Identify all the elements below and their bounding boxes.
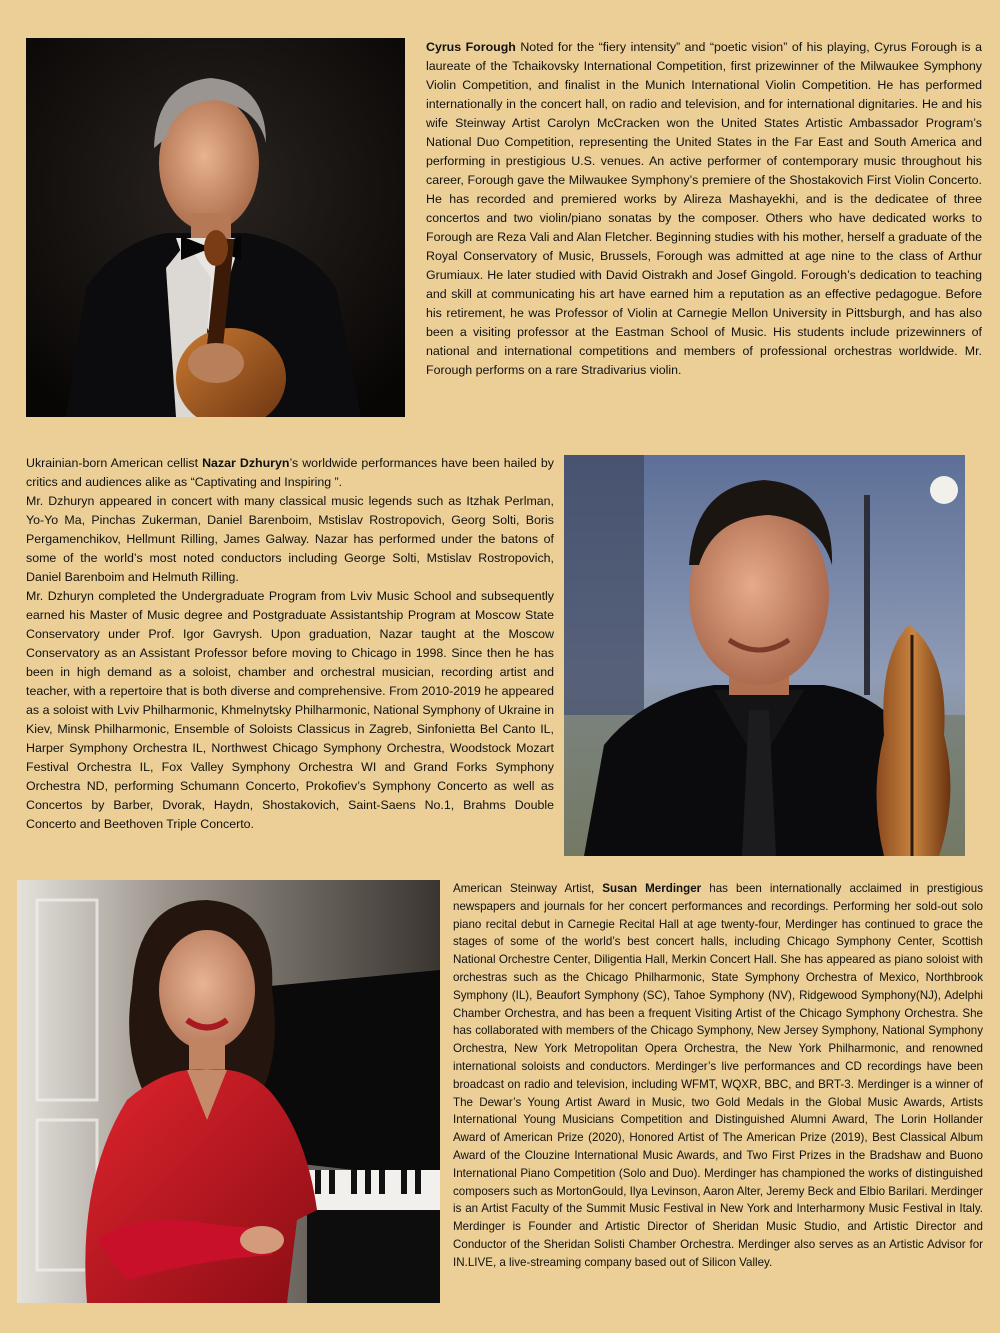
violinist-photo [26,38,405,417]
bio-paragraph: Mr. Dzhuryn appeared in concert with many classical music legends such as Itzhak Perlman, Yo-Yo Ma, Pinchas Zukerman, Daniel Barenboim, Mstislav Rostropovich, Georg Solti, Boris Pergamenchikov, Hellmunt Rilling, James Galway. Nazar has performed under the batons of some of the world’s most noted conductors including George Solti, Mstislav Rostropovich, Daniel Barenboim and Helmuth Rilling. [26,494,554,584]
bio-paragraph: Cyrus Forough Noted for the “fiery intensity” and “poetic vision” of his playing, Cyrus Forough is a laureate of the Tchaikovsky International Competition, first prizewinner of the Milwaukee Symphony Violin Competition, and finalist in the Munich International Violin Competition. He has performed internationally in the concert hall, on radio and television, and for international dignitaries. He and his wife Steinway Artist Carolyn McCracken won the United States Artistic Ambassador Program’s National Duo Competition, representing the United States in the Far East and South America and performing in prestigious U.S. venues. An active performer of contemporary music throughout his career, Forough gave the Milwaukee Symphony’s premiere of the Shostakovich First Violin Concerto. He has recorded and premiered works by Alireza Mashayekhi, and is the dedicatee of three concertos and two violin/piano sonatas by the composer. Others who have dedicated works to Forough are Reza Vali and Alan Fletcher. Beginning studies with his mother, herself a graduate of the Royal Conservatory of Music, Brussels, Forough was admitted at age nine to the class of Arthur Grumiaux. He later studied with David Oistrakh and Josef Gingold. Forough’s dedication to teaching and skill at communicating his art have earned him a reputation as an effective pedagogue. Before his retirement, he was Professor of Violin at Carnegie Mellon University in Pittsburgh, and has also been a visiting professor at the Eastman School of Music. His students include prizewinners of national and international competitions and members of professional orchestras worldwide. Mr. Forough performs on a rare Stradivarius violin. [426,40,982,377]
performer-name: Cyrus Forough [426,40,516,54]
pianist-photo [17,880,440,1303]
performer-name: Nazar Dzhuryn [202,456,290,470]
bio-nazar-dzhuryn [26,454,554,834]
bio-cyrus-forough [426,38,982,380]
bio-susan-merdinger [453,880,983,1272]
bio-paragraph: Mr. Dzhuryn completed the Undergraduate Program from Lviv Music School and subsequently earned his Master of Music degree and Postgraduate Assistantship Program at Moscow State Conservatory under Prof. Igor Gavrysh. Upon graduation, Nazar taught at the Moscow Conservatory as an Assistant Professor before moving to Chicago in 1998. Since then he has been in high demand as a soloist, chamber and orchestral musician, recording artist and teacher, with a repertoire that is both diverse and comprehensive. From 2010-2019 he appeared as a soloist with Lviv Philharmonic, Khmelnytsky Philharmonic, National Symphony of Ukraine in Kiev, Minsk Philharmonic, Ensemble of Soloists Classicus in Zagreb, Sinfonietta Bel Canto IL, Harper Symphony Orchestra IL, Northwest Chicago Symphony Orchestra, Woodstock Mozart Festival Orchestra IL, Fox Valley Symphony Orchestra WI and Grand Forks Symphony Orchestra ND, performing Schumann Concerto, Prokofiev’s Symphony Concerto as well as Concertos by Barber, Dvorak, Haydn, Shostakovich, Saint-Saens No.1, Brahms Double Concerto and Beethoven Triple Concerto. [26,589,554,831]
cellist-photo [564,455,965,856]
bio-paragraph: Ukrainian-born American cellist Nazar Dzhuryn’s worldwide performances have been hailed by critics and audiences alike as “Captivating and Inspiring ”. [26,456,554,489]
performer-name: Susan Merdinger [602,882,702,895]
bio-paragraph: American Steinway Artist, Susan Merdinger has been internationally acclaimed in prestigious newspapers and journals for her concert performances and recordings. Performing her sold-out solo piano recital debut in Carnegie Recital Hall at age twenty-four, Merdinger has continued to grace the stages of some of the world’s best concert halls, including Chicago Symphony Center, Scottish National Orchestre Center, Diligentia Hall, Merkin Concert Hall. She has appeared as piano soloist with orchestras such as the Chicago Philharmonic, State Symphony Orchestra of Mexico, Northbrook Symphony (IL), Beaufort Symphony (SC), Tahoe Symphony (NV), Ridgewood Symphony(NJ), Adelphi Chamber Orchestra, and has been a frequent Visiting Artist of the Chicago Symphony Orchestra. She has collaborated with members of the Chicago Symphony, New Jersey Symphony, National Symphony Orchestra, New York Metropolitan Opera Orchestra, the New York Philharmonic, and renowned international soloists and conductors. Merdinger’s live performances and CD recordings have been broadcast on radio and television, including WFMT, WQXR, BBC, and BRT-3. Merdinger is a winner of The Dewar’s Young Artist Award in Music, two Gold Medals in the Global Music Awards, Artists International Young Musicians Competition and Distinguished Alumni Award, The Lorin Hollander Award of American Prize (2020), Honored Artist of The American Prize (2019), Best Classical Album Award of the Clouzine International Music Awards, and Two First Prizes in the Bradshaw and Buono International Piano Competition (Solo and Duo). Merdinger has championed the works of distinguished composers such as MortonGould, Ilya Levinson, Aaron Alter, Jeremy Beck and Elbio Barilari. Merdinger is an Artist Faculty of the Summit Music Festival in New York and Interharmony Music Festival in Italy. Merdinger is Founder and Artistic Director of Sheridan Music Studio, and Artistic Director and Conductor of the Sheridan Solisti Chamber Orchestra. Merdinger also serves as an Artistic Advisor for IN.LIVE, a live-streaming company based out of Silicon Valley. [453,882,983,1269]
